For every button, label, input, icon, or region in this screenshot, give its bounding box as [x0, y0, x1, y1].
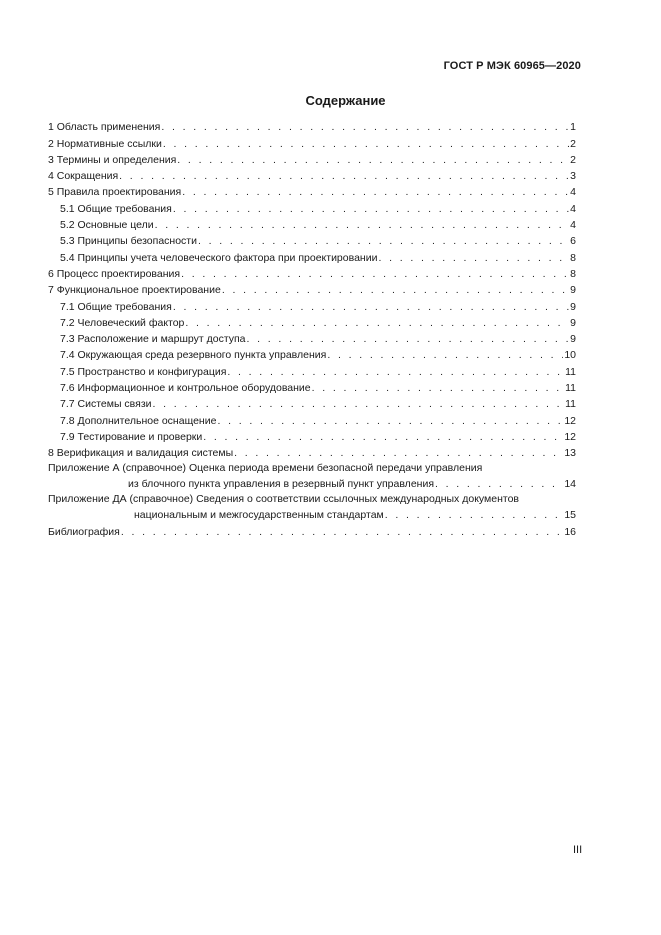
appendix-a-title: Приложение А (справочное) Оценка периода времени безопасной передачи управления: [48, 462, 483, 475]
toc-entry-5-1[interactable]: 5.1 Общие требования . . . 4: [48, 200, 576, 216]
toc-entry-7[interactable]: 7 Функциональное проектирование . . . 9: [48, 282, 576, 298]
toc-entry-7-9[interactable]: 7.9 Тестирование и проверки . . . 12: [48, 429, 576, 445]
toc-entry-7-4[interactable]: 7.4 Окружающая среда резервного пункта управления . . . 10: [48, 347, 576, 363]
document-header: ГОСТ Р МЭК 60965—2020: [443, 60, 581, 72]
toc-entry-1[interactable]: 1 Область применения . . . 1: [48, 119, 576, 135]
toc-entry-appendix-da[interactable]: [48, 492, 576, 523]
toc-entry-7-1[interactable]: 7.1 Общие требования . . . 9: [48, 298, 576, 314]
toc-entry-8[interactable]: 8 Верификация и валидация системы . . . 13: [48, 445, 576, 461]
toc-entry-5-2[interactable]: 5.2 Основные цели . . . 4: [48, 217, 576, 233]
toc-entry-4[interactable]: 4 Сокращения . . . 3: [48, 168, 576, 184]
appendix-da-page: 15: [564, 509, 576, 522]
appendix-da-title: Приложение ДА (справочное) Сведения о соответствии ссылочных международных документов: [48, 493, 519, 506]
toc-entry-7-2[interactable]: 7.2 Человеческий фактор . . . 9: [48, 315, 576, 331]
toc-entry-bibliography[interactable]: Библиография . . . 16: [48, 523, 576, 539]
toc-entry-5[interactable]: 5 Правила проектирования . . . 4: [48, 184, 576, 200]
toc-entry-5-3[interactable]: 5.3 Принципы безопасности . . . 6: [48, 233, 576, 249]
toc-entry-7-5[interactable]: 7.5 Пространство и конфигурация . . . 11: [48, 363, 576, 379]
table-of-contents: [48, 119, 576, 540]
page-title: Содержание: [305, 93, 386, 108]
toc-entry-3[interactable]: 3 Термины и определения . . . 2: [48, 152, 576, 168]
page-number: III: [573, 844, 583, 856]
toc-entry-appendix-a[interactable]: [48, 461, 576, 492]
toc-entry-7-3[interactable]: 7.3 Расположение и маршрут доступа . . . 9: [48, 331, 576, 347]
toc-entry-7-6[interactable]: 7.6 Информационное и контрольное оборудование . . . 11: [48, 380, 576, 396]
toc-entry-2[interactable]: 2 Нормативные ссылки . . . 2: [48, 135, 576, 151]
toc-entry-7-8[interactable]: 7.8 Дополнительное оснащение . . . 12: [48, 412, 576, 428]
appendix-da-subtitle: национальным и межгосударственным стандартам: [134, 509, 384, 522]
toc-entry-5-4[interactable]: 5.4 Принципы учета человеческого фактора при проектировании . . . 8: [48, 249, 576, 265]
toc-entry-7-7[interactable]: 7.7 Системы связи . . . 11: [48, 396, 576, 412]
appendix-a-subtitle: из блочного пункта управления в резервный пункт управления: [128, 478, 435, 491]
appendix-a-page: 14: [564, 478, 576, 491]
toc-entry-6[interactable]: 6 Процесс проектирования . . . 8: [48, 266, 576, 282]
